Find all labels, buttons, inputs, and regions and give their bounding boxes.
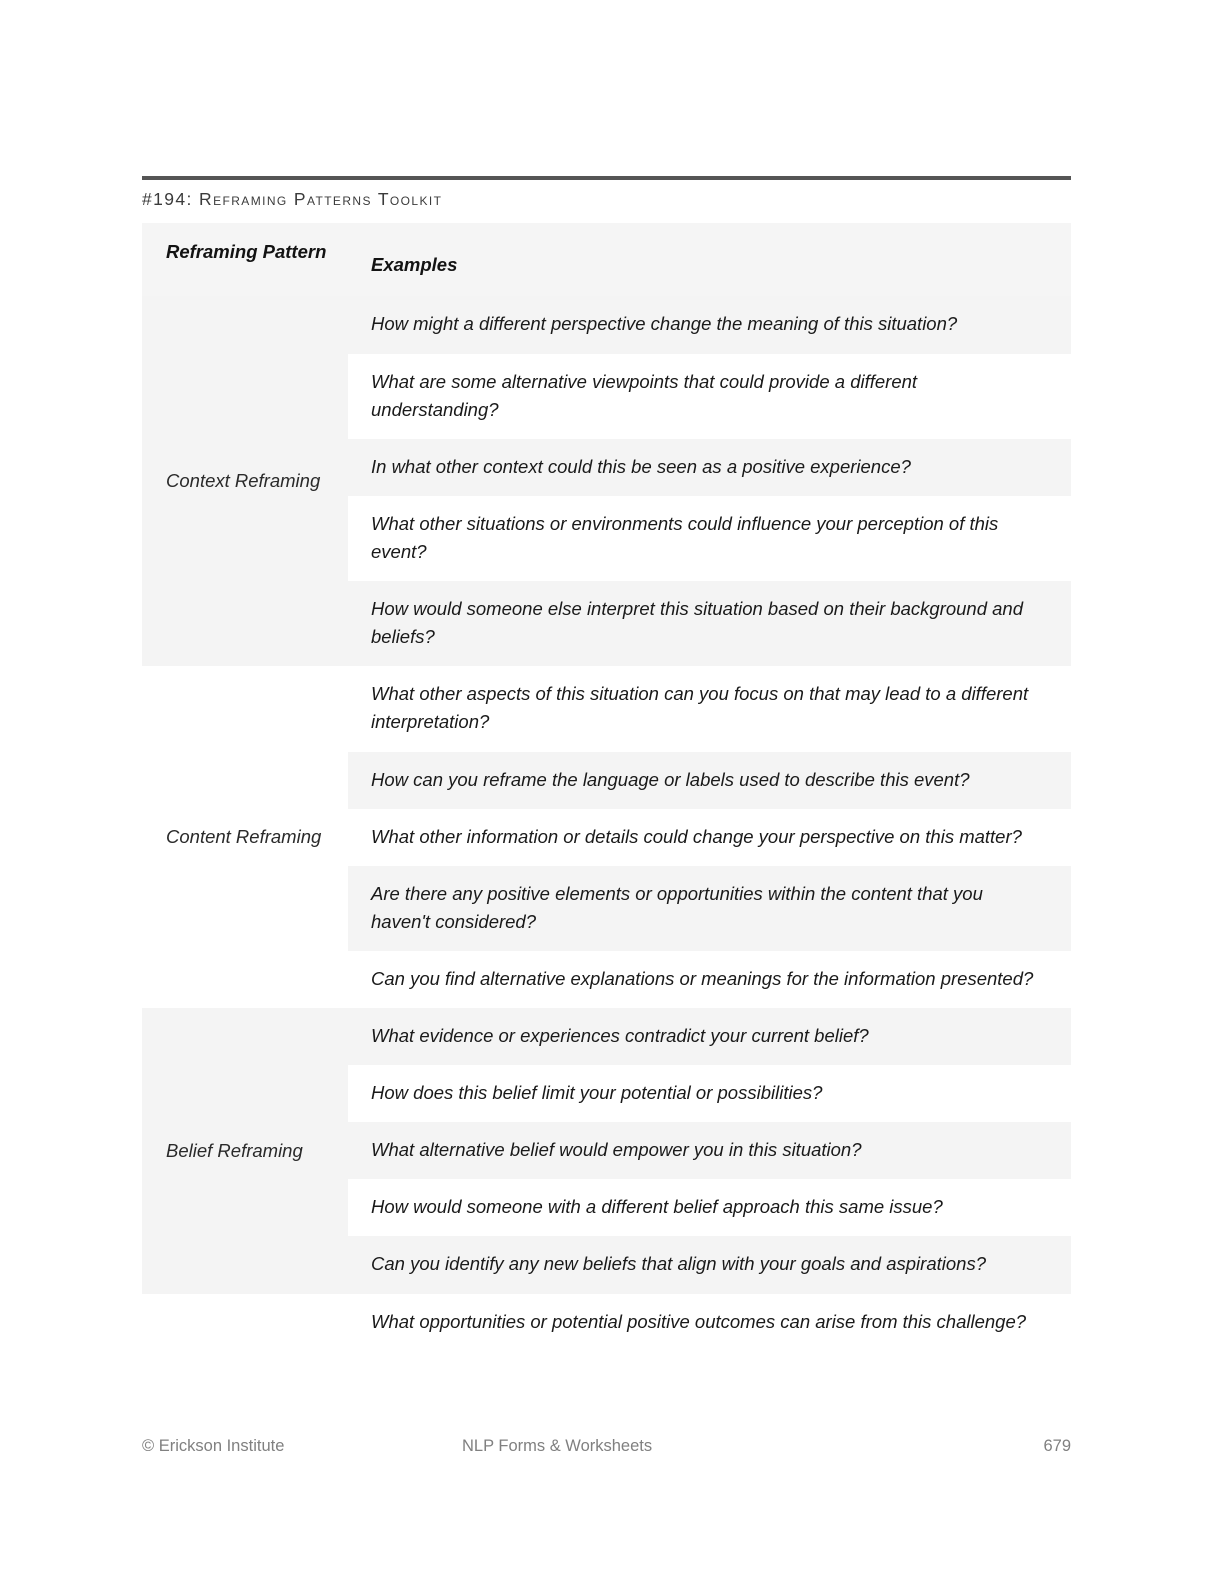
table-body [142, 296, 1071, 1350]
example-cell: What other situations or environments could influence your perception of this event? [348, 496, 1071, 581]
example-cell: How might a different perspective change the meaning of this situation? [348, 296, 1071, 353]
example-cell: What opportunities or potential positive outcomes can arise from this challenge? [348, 1294, 1071, 1351]
pattern-label-cell [142, 1008, 348, 1294]
pattern-label: Context Reframing [166, 470, 321, 492]
pattern-label-cell [142, 1294, 348, 1351]
pattern-label-cell [142, 296, 348, 666]
footer-copyright: © Erickson Institute [142, 1437, 285, 1455]
example-cell: What other information or details could change your perspective on this matter? [348, 809, 1071, 866]
table-row [142, 1294, 1071, 1351]
example-cell: How can you reframe the language or labels used to describe this event? [348, 752, 1071, 809]
page-content [142, 176, 1071, 1351]
column-header-examples: Examples [348, 223, 1071, 296]
pattern-label-cell [142, 666, 348, 1008]
table-header-row [142, 223, 1071, 296]
example-cell: What evidence or experiences contradict your current belief? [348, 1008, 1071, 1065]
reframing-patterns-table [142, 223, 1071, 1351]
example-cell: How would someone with a different belief approach this same issue? [348, 1179, 1071, 1236]
example-cell: Can you find alternative explanations or meanings for the information presented? [348, 951, 1071, 1008]
pattern-label: Belief Reframing [166, 1139, 303, 1161]
example-cell: In what other context could this be seen as a positive experience? [348, 439, 1071, 496]
page-title: #194: Reframing Patterns Toolkit [142, 189, 443, 209]
example-cell: How would someone else interpret this situation based on their background and beliefs? [348, 581, 1071, 666]
example-cell: Can you identify any new beliefs that align with your goals and aspirations? [348, 1236, 1071, 1293]
table-row [142, 666, 1071, 751]
example-cell: How does this belief limit your potential or possibilities? [348, 1065, 1071, 1122]
example-cell: What alternative belief would empower you in this situation? [348, 1122, 1071, 1179]
example-cell: Are there any positive elements or opportunities within the content that you haven't considered? [348, 866, 1071, 951]
page-footer [142, 1437, 1071, 1456]
table-row [142, 296, 1071, 353]
example-cell: What other aspects of this situation can you focus on that may lead to a different interpretation? [348, 666, 1071, 751]
footer-page-number: 679 [1043, 1437, 1071, 1455]
example-cell: What are some alternative viewpoints that could provide a different understanding? [348, 354, 1071, 439]
pattern-label: Content Reframing [166, 826, 322, 848]
header-rule [142, 176, 1071, 180]
footer-document-name: NLP Forms & Worksheets [462, 1437, 653, 1455]
table-row [142, 1008, 1071, 1065]
column-header-reframing-pattern: Reframing Pattern [142, 223, 348, 296]
